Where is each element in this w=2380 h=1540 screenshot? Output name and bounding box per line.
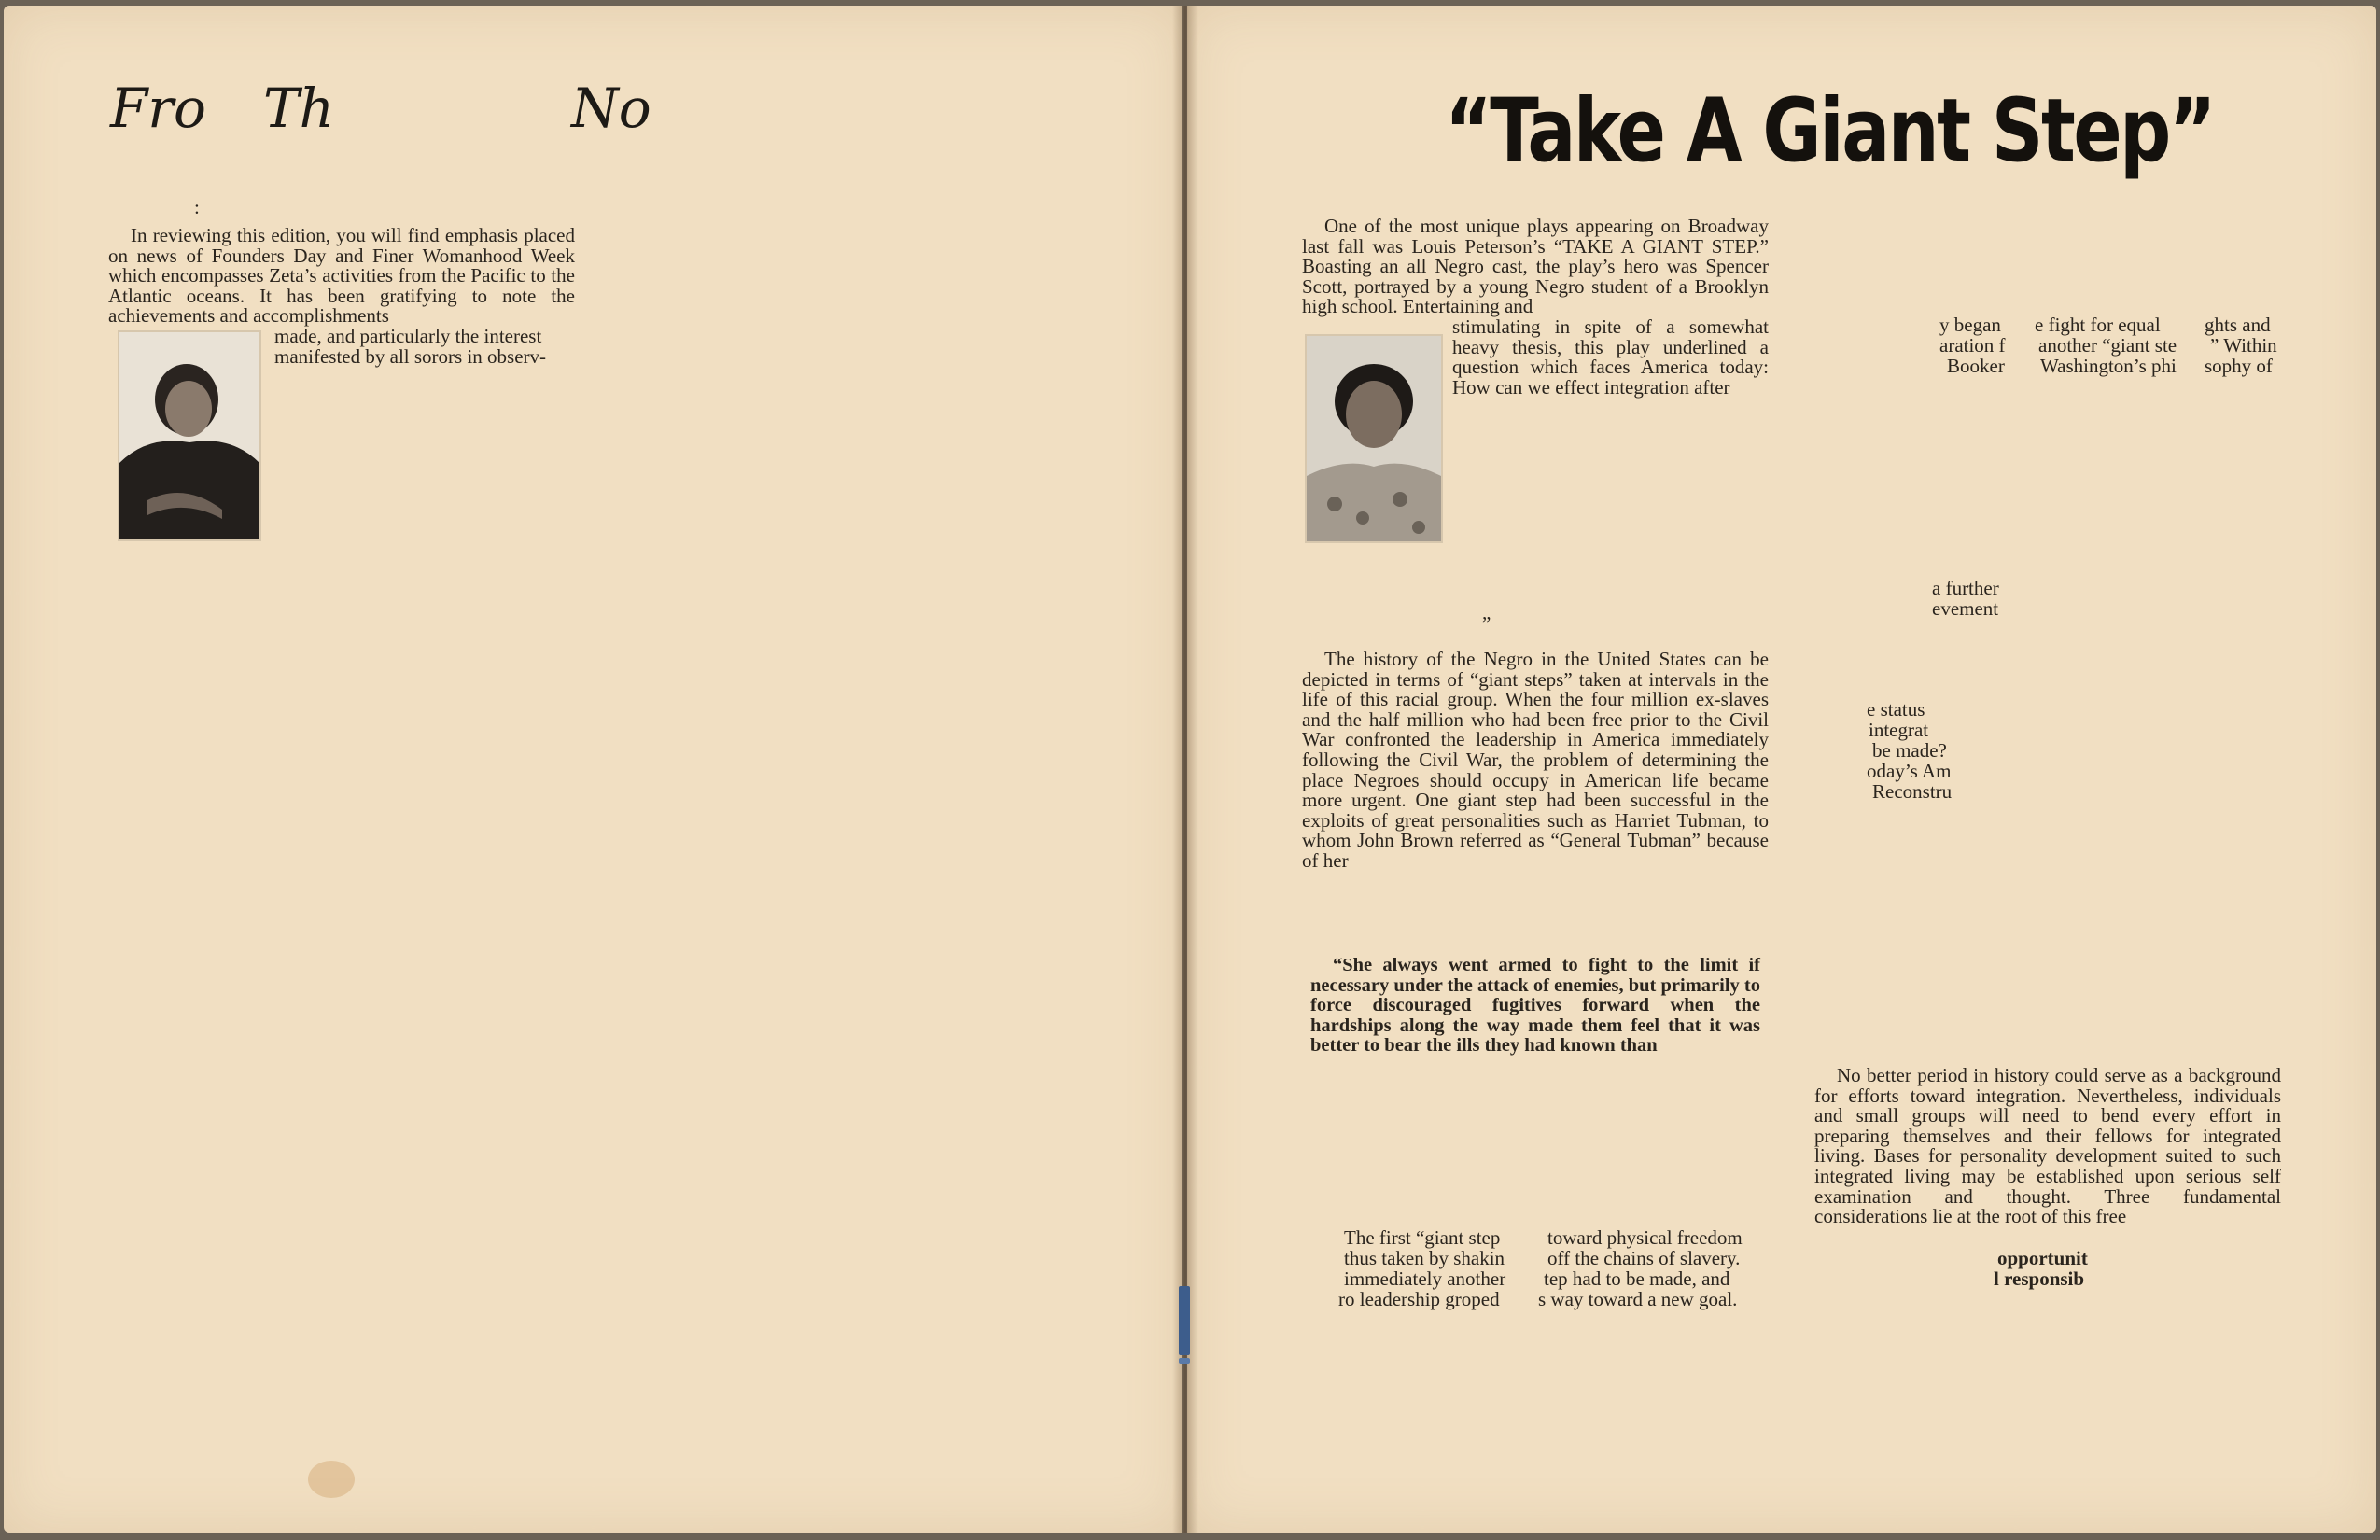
fragment: Washington’s phi xyxy=(2040,355,2177,377)
fragment: integrat xyxy=(1869,719,1929,741)
fragment: off the chains of slavery. xyxy=(1547,1247,1741,1269)
fragment: e status xyxy=(1867,698,1925,721)
editorial-text: In reviewing this edition, you will find emphasis placed on news of Founders Day and Finer Womanhood Week which encompasses Zeta’s activities from the Pacific to the Atlantic oceans. It has been gratifying to note the achievements and accomplishments xyxy=(108,224,575,328)
fragment: y began xyxy=(1939,314,2001,336)
article-text: No better period in history could serve as a background for efforts toward integration. Nevertheless, individuals and small groups will need to bend every effort in preparing themselves and their fellows for integrated living. Bases for personality development suited to such integrated living may be established upon serious self examination and thought. Three fundamental considerations lie at the root of this free xyxy=(1814,1064,2281,1228)
fragment: tep had to be made, and xyxy=(1544,1267,1730,1290)
fragment: s way toward a new goal. xyxy=(1538,1288,1738,1310)
colon-mark: : xyxy=(194,196,200,218)
fragment: oday’s Am xyxy=(1867,760,1952,782)
header-script-word-2: Th xyxy=(263,77,335,140)
article-integration-paragraph xyxy=(1814,1066,2281,1227)
article-history xyxy=(1302,650,1769,872)
fragment: opportunit xyxy=(1997,1247,2088,1269)
fragment: e fight for equal xyxy=(2035,314,2161,336)
fragment: ro leadership groped xyxy=(1338,1288,1500,1310)
portrait-illustration xyxy=(119,332,259,539)
fragment: Booker xyxy=(1947,355,2005,377)
fragment: aration f xyxy=(1939,334,2006,357)
fragment: The first “giant step xyxy=(1344,1226,1501,1249)
paper-stain xyxy=(308,1461,355,1498)
fragment: l responsib xyxy=(1994,1267,2085,1290)
editorial-wrap xyxy=(274,327,575,367)
editorial-text-line: manifested by all sorors in observ- xyxy=(274,344,547,368)
fragment: evement xyxy=(1932,597,1999,620)
fragment: Reconstru xyxy=(1872,780,1953,803)
staple xyxy=(1179,1286,1190,1355)
stray-quote-mark: ” xyxy=(1482,612,1491,635)
article-intro xyxy=(1302,217,1769,317)
article-title: “Take A Giant Step” xyxy=(1445,80,2215,182)
author-portrait-photo xyxy=(1305,334,1443,543)
header-script-word-1: Fro xyxy=(110,77,206,140)
fragment: ghts and xyxy=(2205,314,2271,336)
fragment: immediately another xyxy=(1344,1267,1506,1290)
fragment: a further xyxy=(1932,577,1999,599)
pull-quote: “She always went armed to fight to the limit if necessary under the attack of enemies, but primarily to force discouraged fugitives forward when the hardships along the way made them feel that it was better to bear the ills they had known than xyxy=(1310,955,1760,1057)
article-text: One of the most unique plays appearing on Broadway last fall was Louis Peterson’s “TAKE A GIANT STEP.” Boasting an all Negro cast, the play’s hero was Spencer Scott, portrayed by a young Negro student of a Brooklyn high school. Entertaining and xyxy=(1302,215,1769,318)
staple xyxy=(1179,1358,1190,1364)
fragment: another “giant ste xyxy=(2038,334,2177,357)
portrait-illustration xyxy=(1307,336,1441,541)
fragment: toward physical freedom xyxy=(1547,1226,1743,1249)
article-text: stimulating in spite of a somewhat heavy thesis, this play underlined a question which faces America today: How can we effect integration after xyxy=(1452,315,1769,399)
header-script-word-3: No xyxy=(571,77,651,140)
fragment: be made? xyxy=(1872,739,1947,762)
editor-portrait-photo xyxy=(118,330,261,541)
article-intro-wrap xyxy=(1452,317,1769,398)
article-text: The history of the Negro in the United States can be depicted in terms of “giant steps” taken at intervals in the life of this racial group. When the four million ex-slaves and the half million who had been free prior to the Civil War confronted the leadership in America immediately following the Civil War, the problem of determining the place Negroes should occupy in American life became more urgent. One giant step had been successful in the exploits of great personalities such as Harriet Tubman, to whom John Brown referred as “General Tubman” because of her xyxy=(1302,648,1769,872)
editorial-text-line: made, and particularly the interest xyxy=(274,325,542,347)
fragment: thus taken by shakin xyxy=(1344,1247,1505,1269)
editorial-paragraph xyxy=(108,226,575,327)
fragment: ” Within xyxy=(2210,334,2277,357)
fragment: sophy of xyxy=(2205,355,2273,377)
